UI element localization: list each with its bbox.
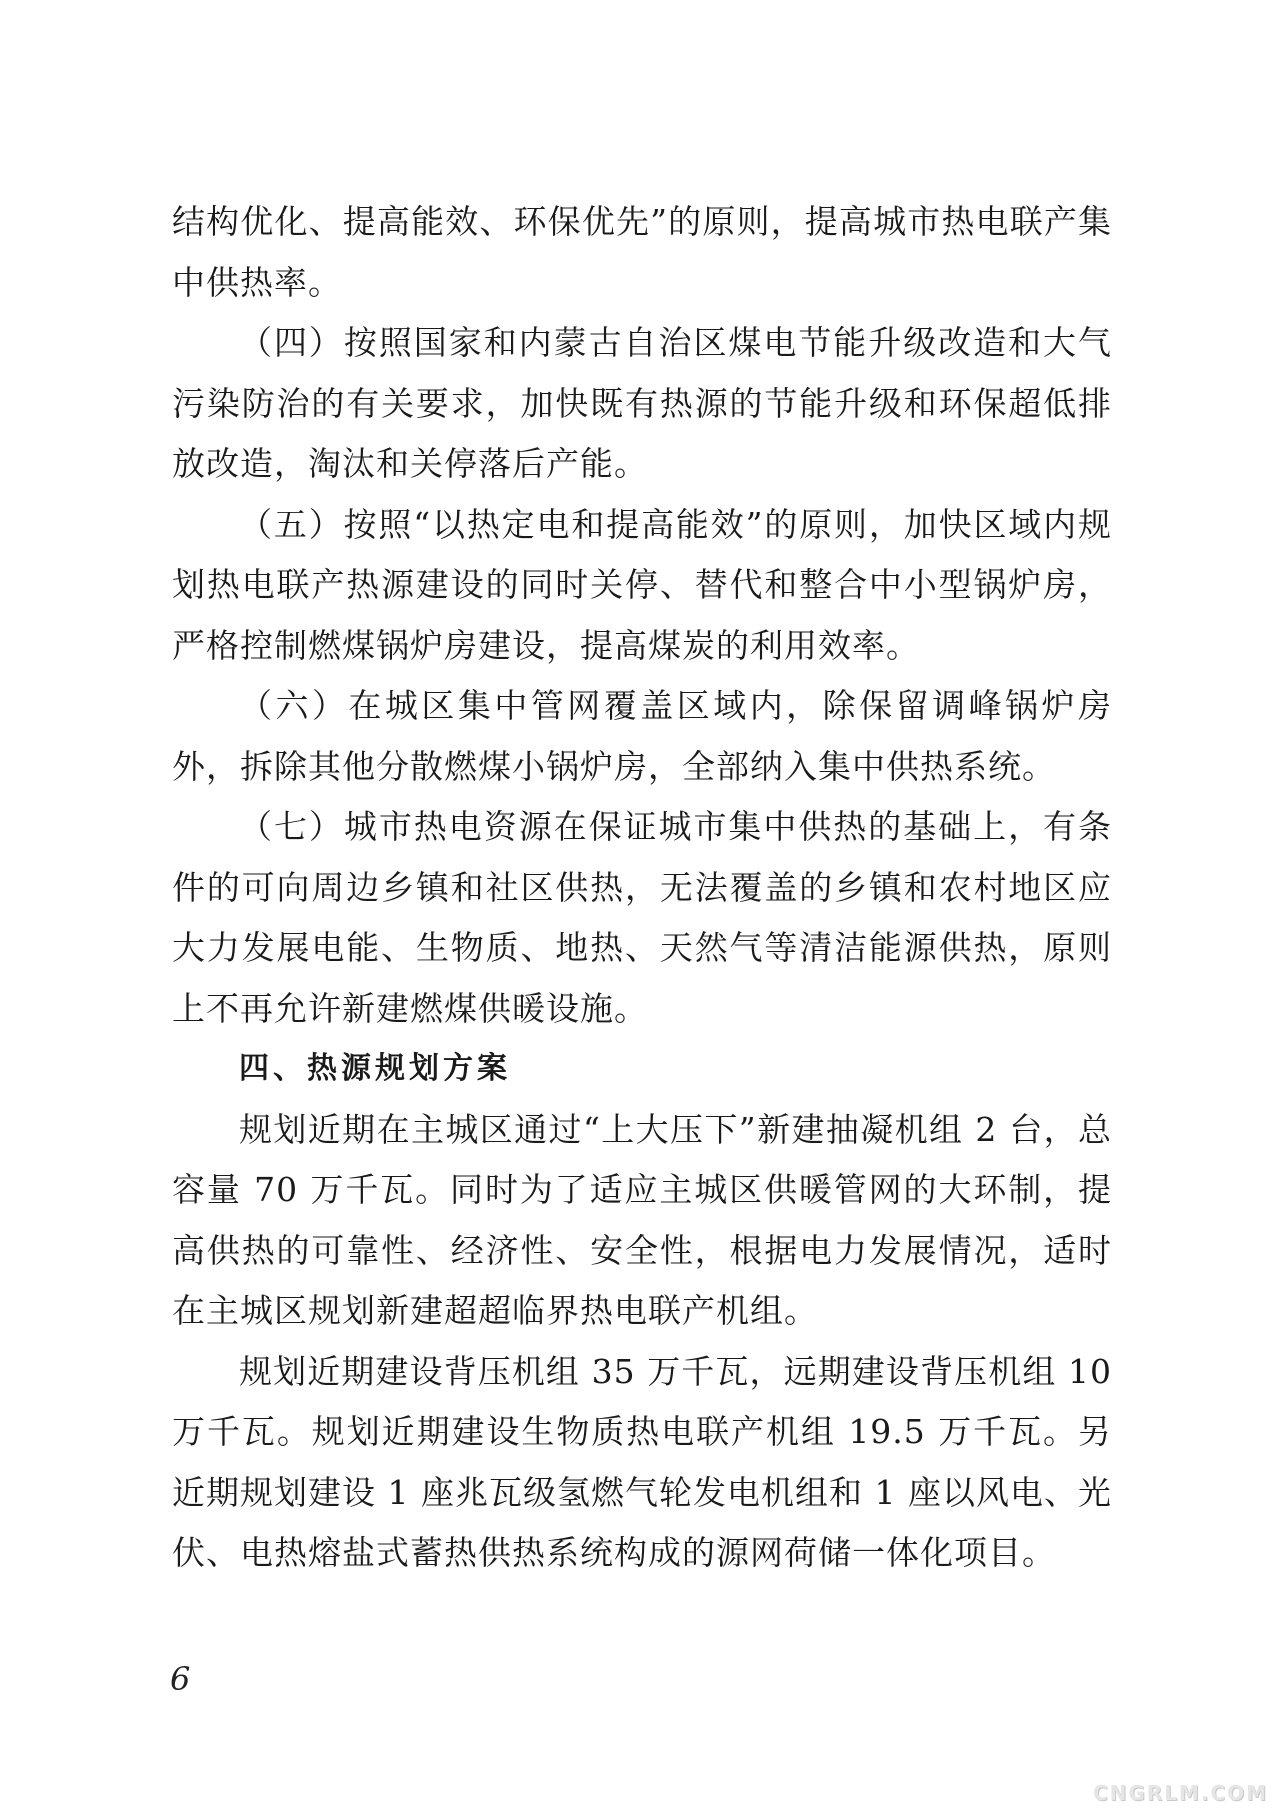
paragraph-item-6: （六）在城区集中管网覆盖区域内，除保留调峰锅炉房外，拆除其他分散燃煤小锅炉房，全部纳入集中供热系统。: [172, 686, 1112, 786]
section-paragraph-2: 规划近期建设背压机组 35 万千瓦，远期建设背压机组 10 万千瓦。规划近期建设生物质热电联产机组 19.5 万千瓦。另近期规划建设 1 座兆瓦级氢燃气轮发电机组和 1 座以风电、光伏、电热熔盐式蓄热供热系统构成的源网荷储一体化项目。: [172, 1351, 1112, 1572]
site-watermark: CNGRLM.COM: [1092, 1781, 1268, 1805]
paragraph-item-7: （七）城市热电资源在保证城市集中供热的基础上，有条件的可向周边乡镇和社区供热，无法覆盖的乡镇和农村地区应大力发展电能、生物质、地热、天然气等清洁能源供热，原则上不再允许新建燃煤供暖设施。: [172, 807, 1112, 1028]
paragraph-item-4: （四）按照国家和内蒙古自治区煤电节能升级改造和大气污染防治的有关要求，加快既有热源的节能升级和环保超低排放改造，淘汰和关停落后产能。: [172, 323, 1112, 483]
document-body: [172, 192, 1112, 1584]
section-heading: 四、热源规划方案: [239, 1051, 511, 1086]
page-number: 6: [170, 1660, 191, 1698]
section-paragraph-1: 规划近期在主城区通过“上大压下”新建抽凝机组 2 台，总容量 70 万千瓦。同时为了适应主城区供暖管网的大环制，提高供热的可靠性、经济性、安全性，根据电力发展情况，适时在主城区规划新建超超临界热电联产机组。: [172, 1109, 1112, 1330]
paragraph-item-5: （五）按照“以热定电和提高能效”的原则，加快区域内规划热电联产热源建设的同时关停、替代和整合中小型锅炉房，严格控制燃煤锅炉房建设，提高煤炭的利用效率。: [172, 504, 1112, 665]
paragraph-continuation: 结构优化、提高能效、环保优先”的原则，提高城市热电联产集中供热率。: [172, 202, 1112, 302]
